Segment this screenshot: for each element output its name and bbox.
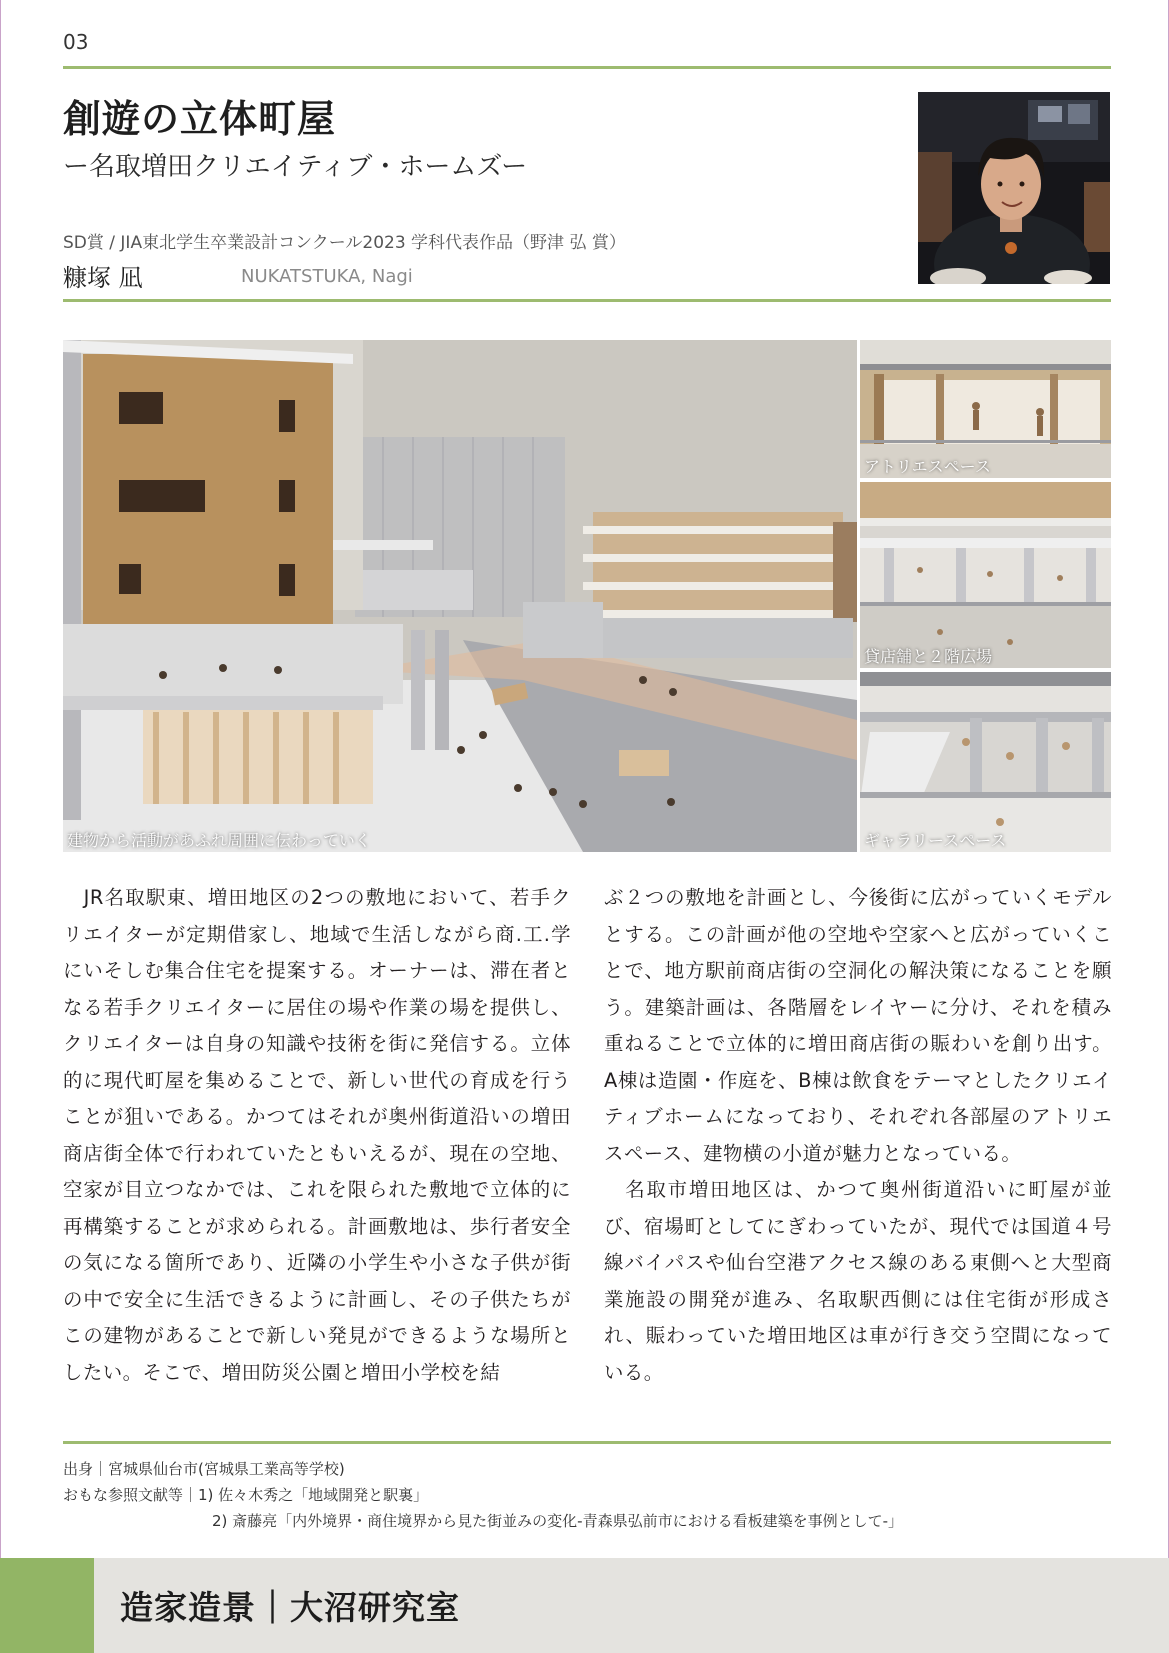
shop-plaza-photo <box>860 482 1111 668</box>
side-photo-caption: 貸店舗と２階広場 <box>864 647 993 666</box>
footer-rule <box>63 1441 1111 1444</box>
main-model-photo <box>63 340 857 852</box>
author-roman-name: NUKATSTUKA, Nagi <box>241 266 413 287</box>
references-line-1: おもな参照文献等｜1) 佐々木秀之「地域開発と駅裏」 <box>63 1486 429 1504</box>
body-column-left <box>63 880 571 1391</box>
side-photo-caption: アトリエスペース <box>864 457 991 476</box>
body-paragraph: 名取市増田地区は、かつて奥州街道沿いに町屋が並び、宿場町としてにぎわっていたが、現代では国道４号線バイパスや仙台空港アクセス線のある東側へと大型商業施設の開発が進み、名取駅西側には住宅街が形成され、賑わっていた増田地区は車が行き交う空間になっている。 <box>604 1178 1112 1384</box>
origin-line: 出身｜宮城県仙台市(宮城県工業高等学校) <box>63 1460 345 1478</box>
award-line: SD賞 / JIA東北学生卒業設計コンクール2023 学科代表作品（野津 弘 賞） <box>63 233 626 253</box>
top-rule <box>63 66 1111 69</box>
side-photo-caption: ギャラリースペース <box>864 831 1007 850</box>
page-number: 03 <box>63 30 89 54</box>
body-column-right <box>604 880 1112 1391</box>
lab-band-accent <box>0 1558 94 1653</box>
body-paragraph: JR名取駅東、増田地区の2つの敷地において、若手クリエイターが定期借家し、地域で生活しながら商.工.学にいそしむ集合住宅を提案する。オーナーは、滞在者となる若手クリエイターに居住の場や作業の場を提供し、クリエイターは自身の知識や技術を街に発信する。立体的に現代町屋を集めることで、新しい世代の育成を行うことが狙いである。かつてはそれが奥州街道沿いの増田商店街全体で行われていたともいえるが、現在の空地、空家が目立つなかでは、これを限られた敷地で立体的に再構築することが求められる。計画敷地は、歩行者安全の気になる箇所であり、近隣の小学生や小さな子供が街の中で安全に生活できるように計画し、その子供たちがこの建物があることで新しい発見ができるような場所としたい。そこで、増田防災公園と増田小学校を結 <box>63 886 571 1384</box>
project-title: 創遊の立体町屋 <box>63 97 337 141</box>
gallery-space-photo <box>860 672 1111 852</box>
author-name: 糠塚 凪 <box>63 264 143 292</box>
author-portrait <box>918 92 1110 284</box>
references-line-2: 2) 斎藤亮「内外境界・商住境界から見た街並みの変化-青森県弘前市における看板建築を事例として-」 <box>212 1512 903 1530</box>
body-paragraph: ぶ２つの敷地を計画とし、今後街に広がっていくモデルとする。この計画が他の空地や空家へと広がっていくことで、地方駅前商店街の空洞化の解決策になることを願う。建築計画は、各階層をレイヤーに分け、それを積み重ねることで立体的に増田商店街の賑わいを創り出す。A棟は造園・作庭を、B棟は飲食をテーマとしたクリエイティブホームになっており、それぞれ各部屋のアトリエスペース、建物横の小道が魅力となっている。 <box>604 886 1112 1165</box>
header-bottom-rule <box>63 299 1111 302</box>
lab-name: 造家造景｜大沼研究室 <box>120 1588 460 1627</box>
project-subtitle: ー名取増田クリエイティブ・ホームズー <box>63 152 528 182</box>
atelier-space-photo <box>860 340 1111 478</box>
main-photo-caption: 建物から活動があふれ周囲に伝わっていく <box>67 831 371 850</box>
